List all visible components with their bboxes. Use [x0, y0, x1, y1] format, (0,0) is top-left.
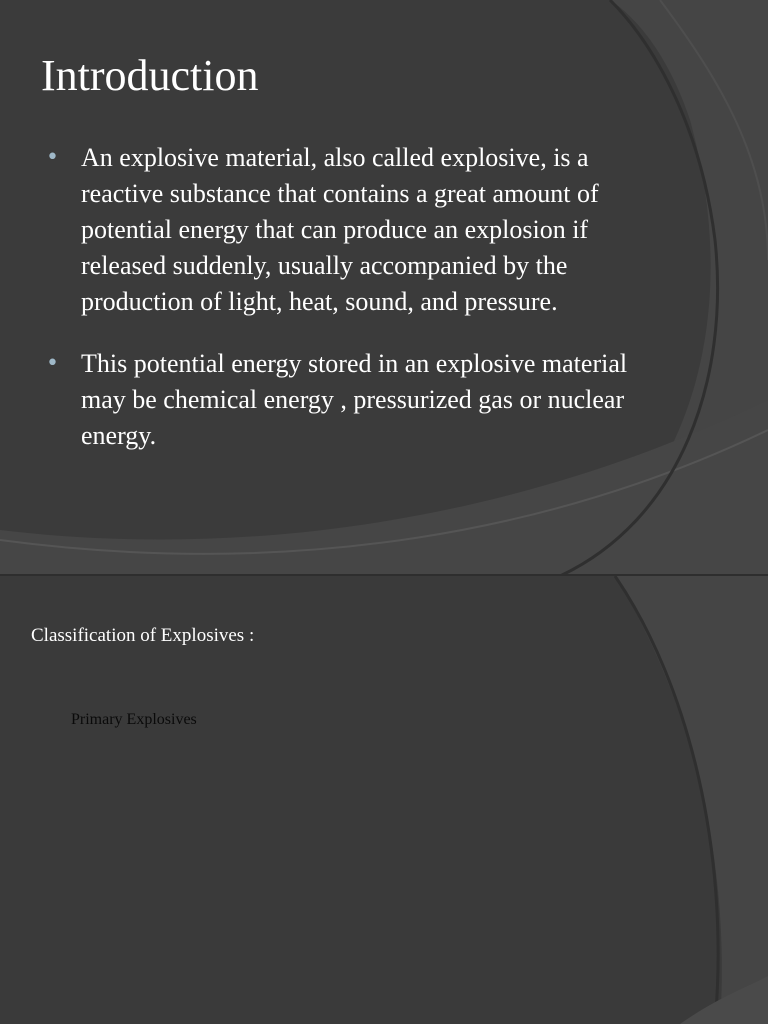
bullet-item — [46, 346, 646, 454]
bullet-list — [46, 140, 646, 480]
bullet-text: An explosive material, also called explosive, is a reactive substance that contains a great amount of potential energy that can produce an explosion if released suddenly, usually accompanied by the production of light, heat, sound, and pressure. — [81, 143, 599, 316]
bullet-dot-icon: • — [46, 145, 59, 170]
bullet-item — [46, 140, 646, 320]
primary-explosives-label: Primary Explosives — [71, 711, 197, 728]
slide-title: Introduction — [41, 51, 259, 100]
bullet-dot-icon: • — [46, 351, 59, 376]
slide-classification — [0, 576, 768, 1024]
classification-heading: Classification of Explosives : — [31, 625, 255, 646]
bullet-text: This potential energy stored in an explosive material may be chemical energy , pressurized gas or nuclear energy. — [81, 349, 628, 450]
